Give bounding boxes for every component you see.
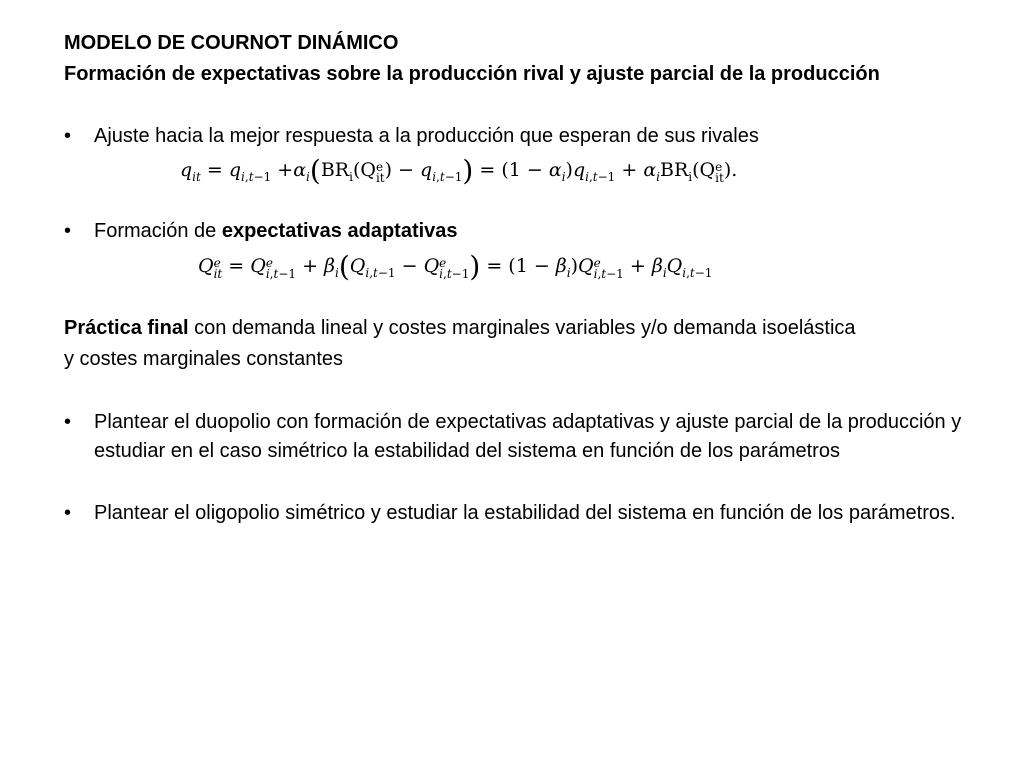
bullet-text-expectations (94, 219, 458, 243)
bullet-3: • (64, 411, 72, 433)
task-duopoly: Plantear el duopolio con formación de expectativas adaptativas y ajuste parcial de la producción y estudiar en el caso simétrico la estabilidad del sistema en función de los parámetros (94, 411, 962, 462)
bullet-2: • (64, 220, 72, 242)
bullet-1: • (64, 125, 72, 147)
equation-adaptive-expectations: Q e it = Q e i,t−1 + $\beta_i(Q_{i,t-1} - Q$ e i,t−1 ) = $(1 - \beta_i)Q$ e i,t−1 + $\beta_iQ_{i,t-1}$ (198, 250, 713, 283)
slide-title: MODELO DE COURNOT DINÁMICO (64, 32, 399, 54)
practice-line-1-rest: con demanda lineal y costes marginales variables y/o demanda isoelástica (188, 317, 856, 339)
practice-bold: Práctica final (64, 317, 189, 339)
bullet-4: • (64, 502, 72, 524)
equation-partial-adjustment: $q_{it} = q_{i,t-1} +\alpha_i(BR_i(Q$ e it ) − $q_{i,t-1}) = (1 - \alpha_i)q_{i,t-1} + \alpha_iBR_i(Q$ e it ). (180, 154, 738, 187)
practice-line-1 (64, 316, 856, 340)
task-oligopoly: Plantear el oligopolio simétrico y estudiar la estabilidad del sistema en función de los parámetros. (94, 502, 956, 524)
bullet-text-expectations-plain: Formación de (94, 220, 222, 242)
slide-subtitle: Formación de expectativas sobre la producción rival y ajuste parcial de la producción (64, 63, 880, 85)
practice-line-2: y costes marginales constantes (64, 348, 344, 370)
bullet-text-expectations-bold: expectativas adaptativas (221, 220, 458, 242)
bullet-text-adjustment: Ajuste hacia la mejor respuesta a la producción que esperan de sus rivales (94, 125, 759, 147)
